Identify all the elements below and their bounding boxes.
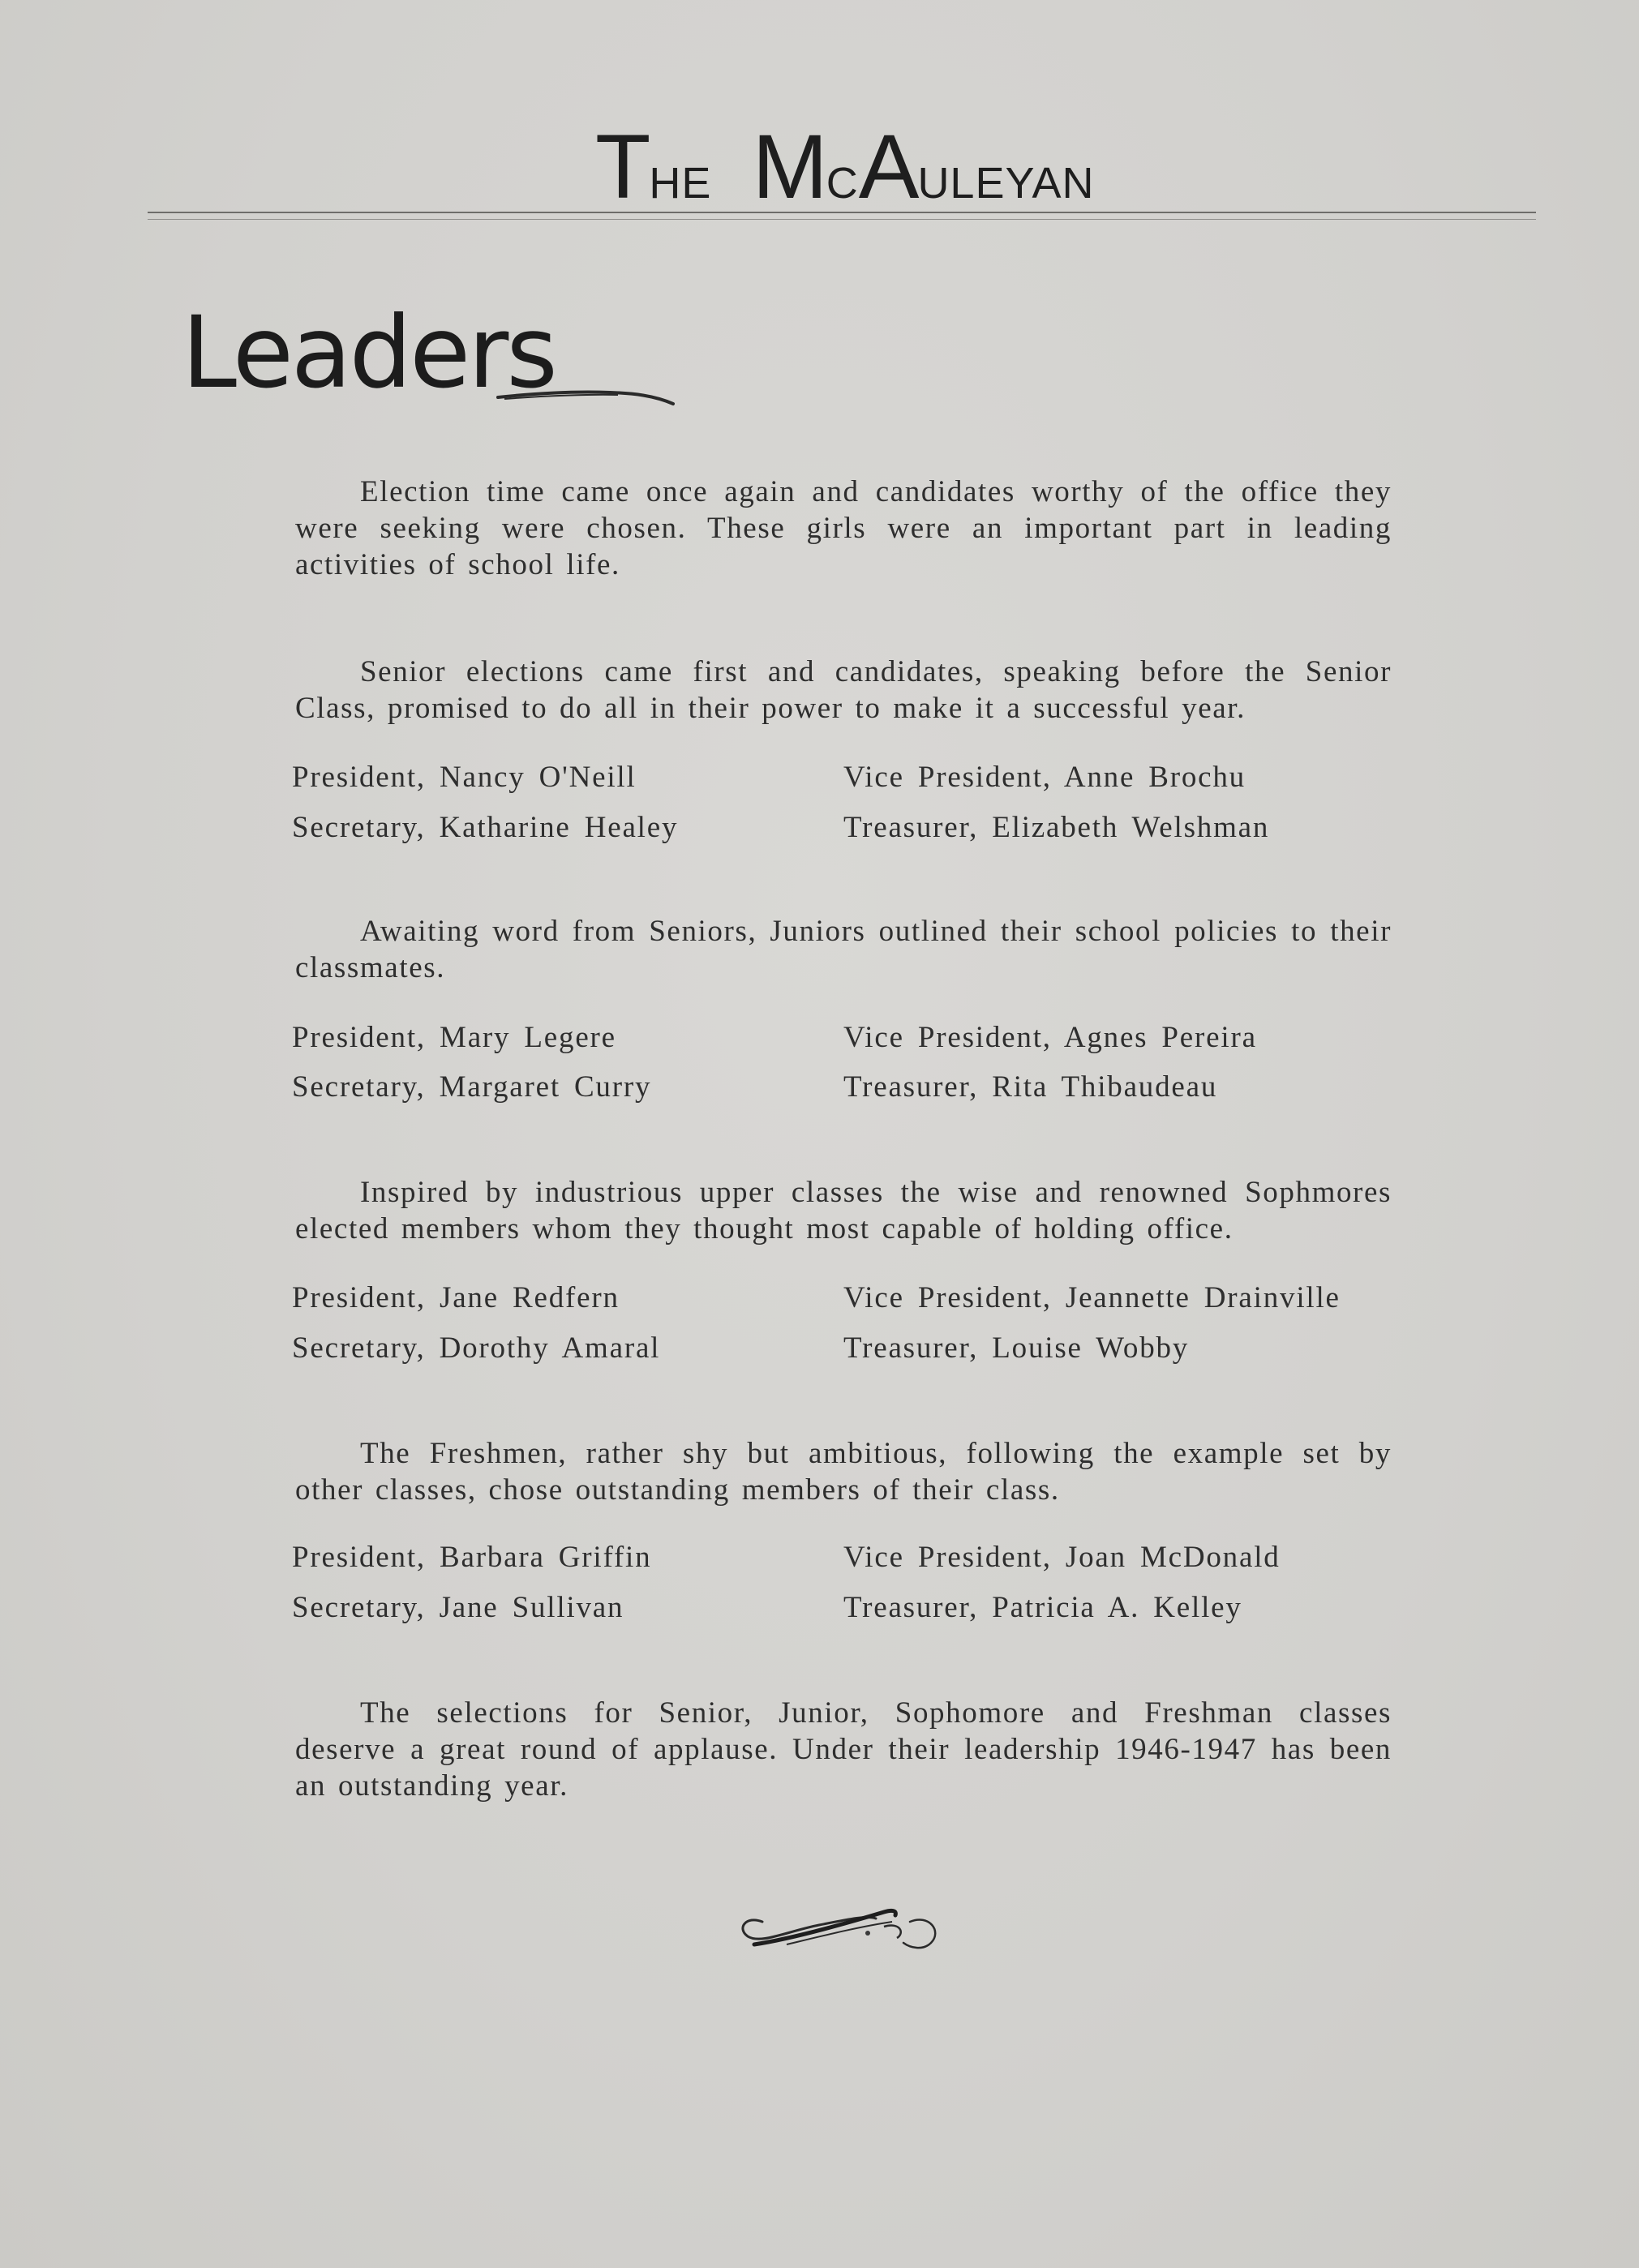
- header-letter: M: [752, 116, 826, 217]
- heading-swash-ornament: [496, 379, 675, 412]
- section-heading: Leaders: [182, 295, 556, 410]
- freshmen-secretary: Secretary, Jane Sullivan: [292, 1591, 624, 1624]
- header-divider: [148, 212, 1536, 213]
- header-letters: C: [826, 159, 859, 208]
- sophomores-president: President, Jane Redfern: [292, 1281, 620, 1314]
- juniors-paragraph: Awaiting word from Seniors, Juniors outlined their school policies to their classmates.: [295, 915, 1392, 984]
- header-divider-thin: [148, 219, 1536, 220]
- sophomores-secretary: Secretary, Dorothy Amaral: [292, 1331, 661, 1365]
- seniors-president: President, Nancy O'Neill: [292, 761, 637, 794]
- flourish-ornament-icon: [730, 1897, 949, 1962]
- header-letter: T: [595, 116, 650, 217]
- seniors-paragraph: Senior elections came first and candidates, speaking before the Senior Class, promised to do all in their power to make it a successful year.: [295, 655, 1392, 725]
- intro-paragraph: Election time came once again and candidates worthy of the office they were seeking were chosen. These girls were an important part in leading activities of school life.: [295, 475, 1392, 581]
- freshmen-president: President, Barbara Griffin: [292, 1541, 652, 1574]
- freshmen-treasurer: Treasurer, Patricia A. Kelley: [843, 1591, 1242, 1624]
- closing-paragraph: The selections for Senior, Junior, Sophomore and Freshman classes deserve a great round of applause. Under their leadership 1946-1947 has been an outstanding year.: [295, 1696, 1392, 1803]
- freshmen-vice-president: Vice President, Joan McDonald: [843, 1541, 1281, 1574]
- sophomores-paragraph: Inspired by industrious upper classes the wise and renowned Sophmores elected members whom they thought most capable of holding office.: [295, 1176, 1392, 1245]
- juniors-treasurer: Treasurer, Rita Thibaudeau: [843, 1070, 1218, 1104]
- seniors-treasurer: Treasurer, Elizabeth Welshman: [843, 811, 1270, 844]
- juniors-vice-president: Vice President, Agnes Pereira: [843, 1021, 1257, 1054]
- juniors-secretary: Secretary, Margaret Curry: [292, 1070, 652, 1104]
- page-header-title: [595, 116, 1098, 217]
- seniors-secretary: Secretary, Katharine Healey: [292, 811, 679, 844]
- seniors-vice-president: Vice President, Anne Brochu: [843, 761, 1246, 794]
- juniors-president: President, Mary Legere: [292, 1021, 616, 1054]
- header-letters: HE: [649, 159, 712, 208]
- sophomores-treasurer: Treasurer, Louise Wobby: [843, 1331, 1190, 1365]
- freshmen-paragraph: The Freshmen, rather shy but ambitious, following the example set by other classes, chose outstanding members of their class.: [295, 1437, 1392, 1507]
- sophomores-vice-president: Vice President, Jeannette Drainville: [843, 1281, 1341, 1314]
- header-letter: A: [858, 116, 918, 217]
- header-letters: ULEYAN: [917, 159, 1095, 208]
